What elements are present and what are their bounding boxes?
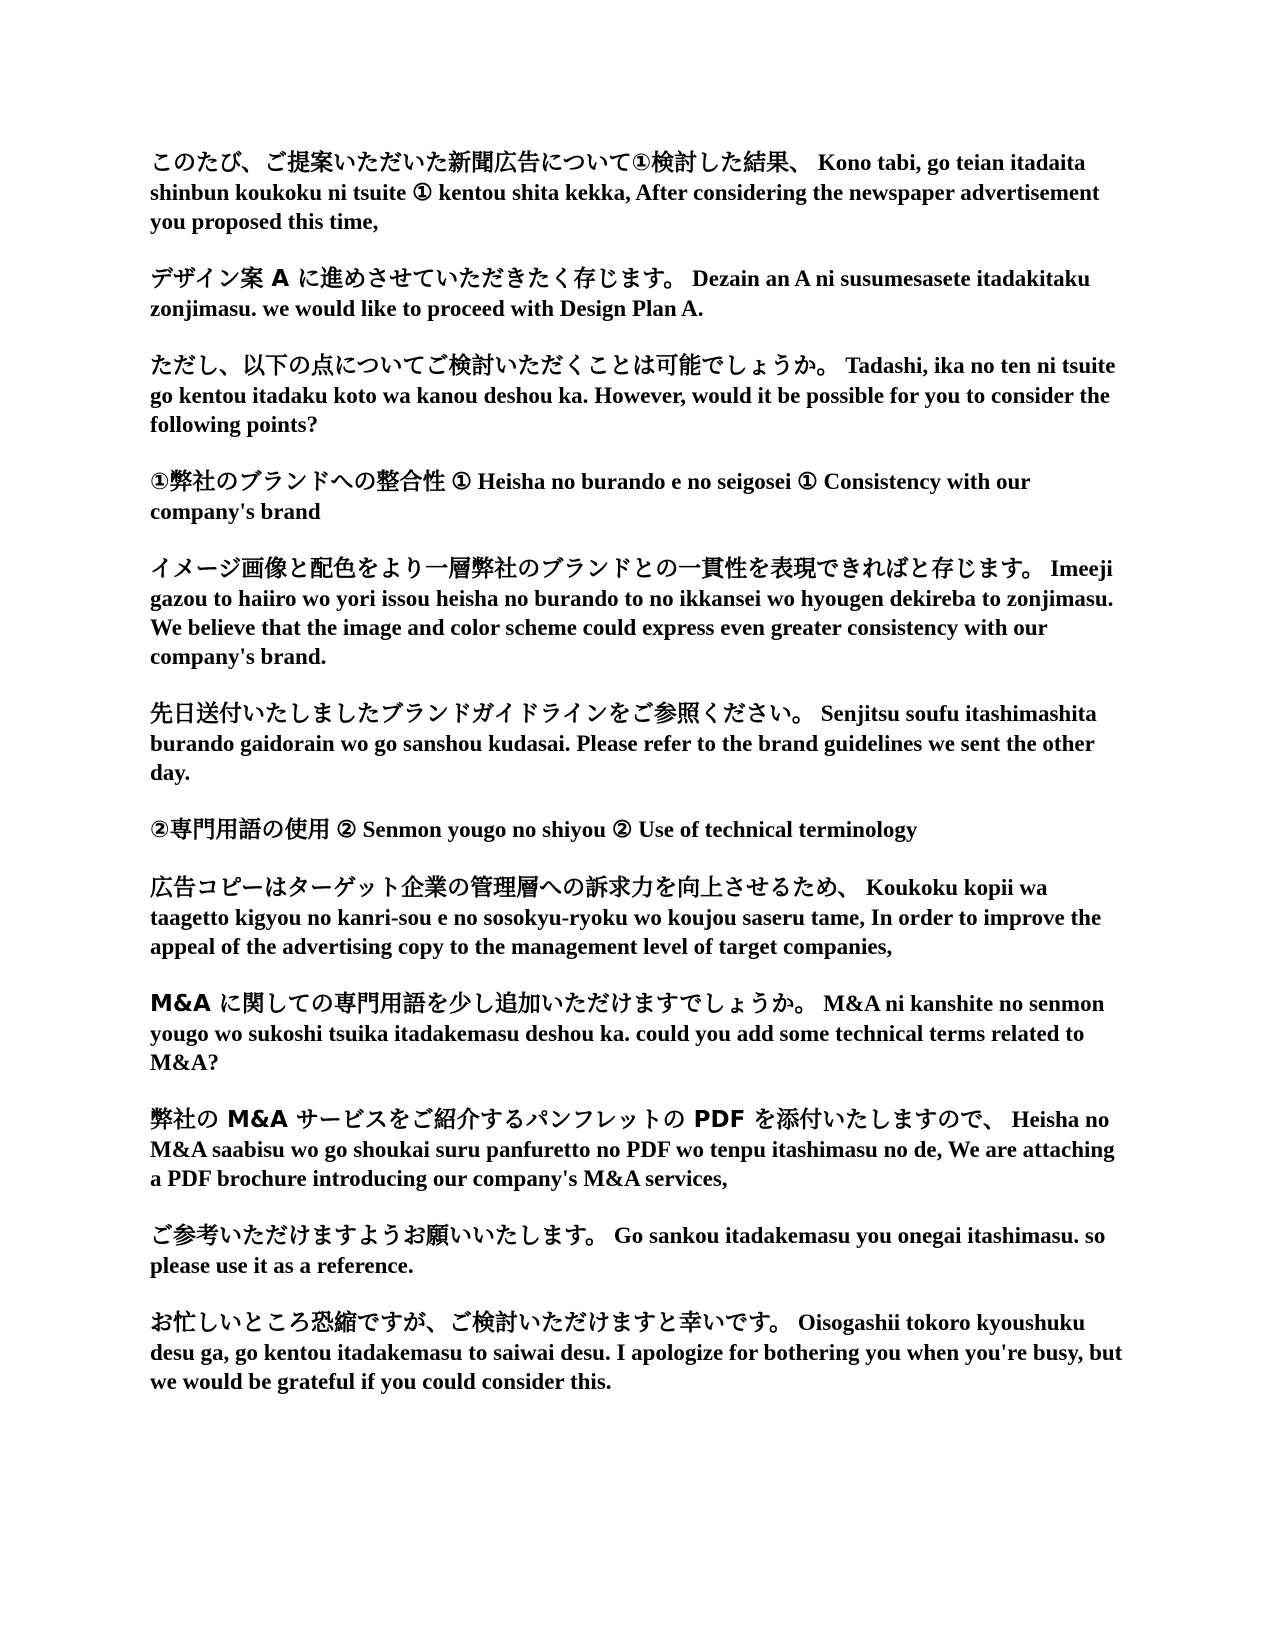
japanese-text: M&A に関しての専門用語を少し追加いただけますでしょうか。 [150,991,818,1017]
english-text: I apologize for bothering you when you're busy, but we would be grateful if you could consider this. [150,1340,1123,1394]
romaji-text: Dezain an A ni susumesasete itadakitaku zonjimasu. [150,266,1091,321]
paragraph [150,148,1128,236]
paragraph [150,554,1128,671]
english-text: so please use it as a reference. [150,1223,1106,1278]
japanese-text: ②専門用語の使用 [150,817,331,843]
document-body [150,148,1128,1424]
english-text: Please refer to the brand guidelines we sent the other day. [150,731,1095,785]
english-text: However, would it be possible for you to consider the following points? [150,383,1111,437]
japanese-text: お忙しいところ恐縮ですが、ご検討いただけますと幸いです。 [150,1310,793,1336]
english-text: we would like to proceed with Design Plan A. [262,296,704,321]
romaji-text: Senjitsu soufu itashimashita burando gaidorain wo go sanshou kudasai. [150,701,1097,756]
japanese-text: 弊社の M&A サービスをご紹介するパンフレットの PDF を添付いたしますので、 [150,1107,1006,1133]
romaji-text: ② Senmon yougo no shiyou [336,817,607,842]
english-text: After considering the newspaper advertisement you proposed this time, [150,180,1100,234]
paragraph [150,1221,1128,1280]
japanese-text: ①弊社のブランドへの整合性 [150,469,446,495]
japanese-text: イメージ画像と配色をより一層弊社のブランドとの一貫性を表現できればと存じます。 [150,556,1045,582]
romaji-text: M&A ni kanshite no senmon yougo wo sukoshi tsuika itadakemasu deshou ka. [150,991,1105,1046]
paragraph [150,467,1128,526]
english-text: In order to improve the appeal of the advertising copy to the management level of target companies, [150,905,1102,959]
japanese-text: デザイン案 A に進めさせていただきたく存じます。 [150,266,687,292]
english-text: We believe that the image and color scheme could express even greater consistency with our company's brand. [150,615,1048,669]
english-text: ① Consistency with our company's brand [150,469,1031,524]
japanese-text: このたび、ご提案いただいた新聞広告について①検討した結果、 [150,150,813,176]
paragraph [150,351,1128,439]
english-text: We are attaching a PDF brochure introducing our company's M&A services, [150,1137,1115,1191]
paragraph [150,873,1128,961]
paragraph [150,699,1128,787]
romaji-text: Heisha no M&A saabisu wo go shoukai suru panfuretto no PDF wo tenpu itashimasu no de, [150,1107,1110,1162]
romaji-text: Tadashi, ika no ten ni tsuite go kentou itadaku koto wa kanou deshou ka. [150,353,1116,408]
paragraph [150,989,1128,1077]
romaji-text: Oisogashii tokoro kyoushuku desu ga, go kentou itadakemasu to saiwai desu. [150,1310,1086,1365]
paragraph [150,815,1128,845]
paragraph [150,1308,1128,1396]
romaji-text: ① Heisha no burando e no seigosei [451,469,792,494]
romaji-text: Go sankou itadakemasu you onegai itashimasu. [613,1223,1080,1248]
japanese-text: 先日送付いたしましたブランドガイドラインをご参照ください。 [150,701,815,727]
japanese-text: ただし、以下の点についてご検討いただくことは可能でしょうか。 [150,353,840,379]
paragraph [150,1105,1128,1193]
romaji-text: Imeeji gazou to haiiro wo yori issou heisha no burando to no ikkansei wo hyougen dekireba to zonjimasu. [150,556,1114,611]
romaji-text: Kono tabi, go teian itadaita shinbun koukoku ni tsuite ① kentou shita kekka, [150,150,1086,205]
english-text: ② Use of technical terminology [611,817,918,842]
japanese-text: ご参考いただけますようお願いいたします。 [150,1223,609,1249]
japanese-text: 広告コピーはターゲット企業の管理層への訴求力を向上させるため、 [150,875,861,901]
paragraph [150,264,1128,323]
english-text: could you add some technical terms related to M&A? [150,1021,1085,1075]
romaji-text: Koukoku kopii wa taagetto kigyou no kanri-sou e no sosokyu-ryoku wo koujou saseru tame, [150,875,1048,930]
